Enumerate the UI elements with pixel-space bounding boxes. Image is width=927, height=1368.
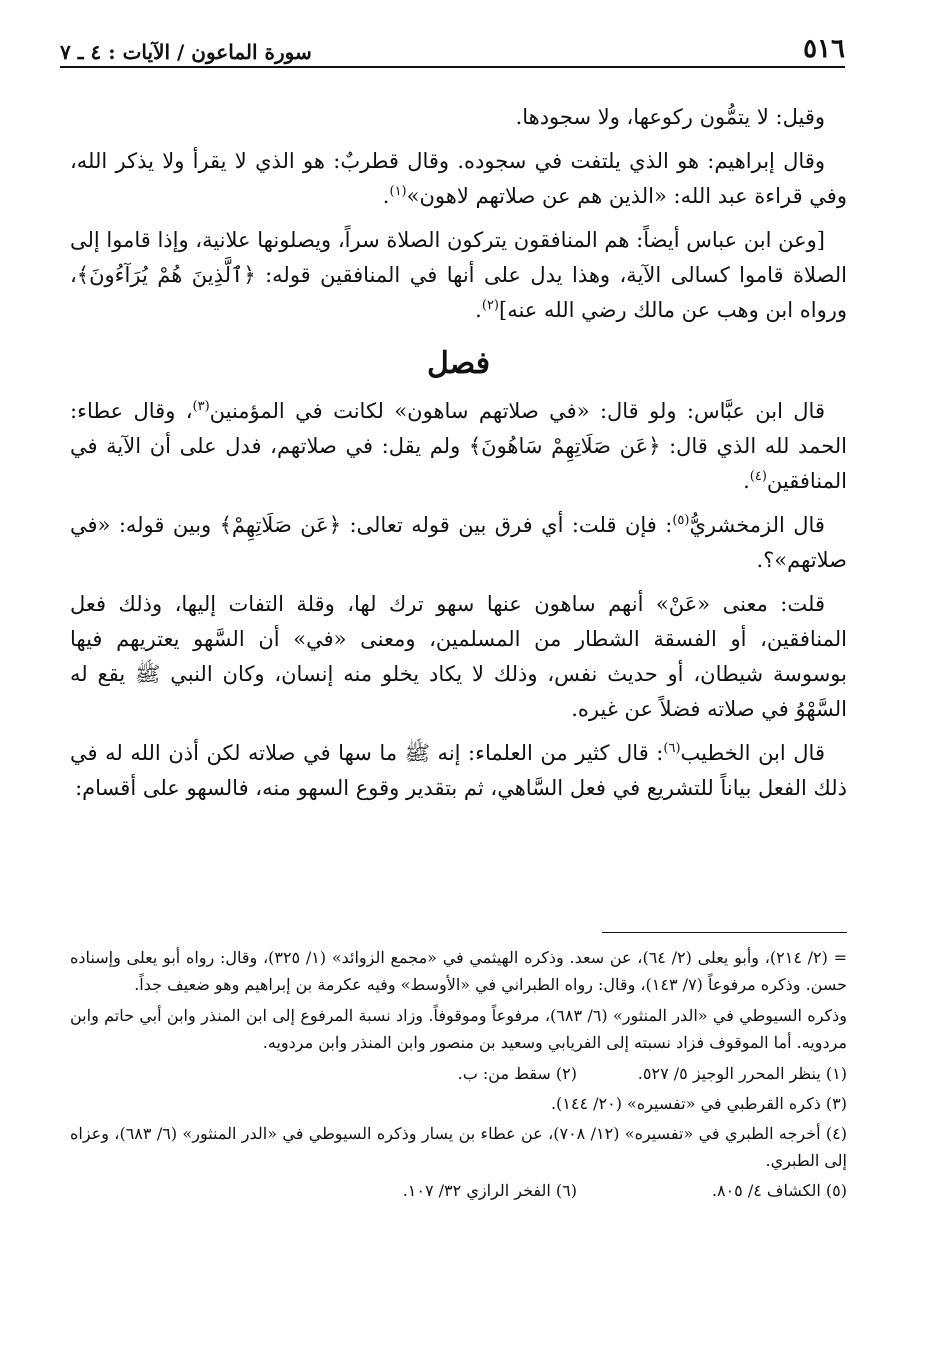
paragraph [70, 394, 847, 499]
footnote-separator [602, 932, 847, 933]
footnote-6: (٦) الفخر الرازي ٣٢/ ١٠٧. [402, 1181, 577, 1200]
running-head: سورة الماعون / الآيات : ٤ ـ ٧ [60, 40, 312, 64]
paragraph [70, 508, 847, 578]
footnote-continuation: وذكره السيوطي في «الدر المنثور» (٦/ ٦٨٣)، مرفوعاً وموقوفاً. وزاد نسبة المرفوع إلى ابن المنذر وابن أبي حاتم وابن مردويه. أما الموقوف فزاد نسبته إلى الفريابي وسعيد بن منصور وابن المنذر وابن مردويه. [70, 1006, 847, 1052]
main-text [70, 100, 847, 815]
paragraph-text: . [743, 469, 750, 493]
paragraph-text: : فإن قلت: أي فرق بين قوله تعالى: ﴿عَن صَلَاتِهِمْ﴾ وبين قوله: «في صلاتهم»؟. [70, 513, 847, 572]
footnote-ref[interactable]: (٤) [749, 469, 767, 484]
footnotes [70, 944, 847, 1207]
paragraph [70, 223, 847, 328]
paragraph [70, 100, 847, 135]
footnote-1: (١) ينظر المحرر الوجيز ٥/ ٥٢٧. [637, 1064, 847, 1083]
paragraph [70, 144, 847, 214]
footnote-ref[interactable]: (١) [389, 184, 407, 199]
footnote-row [70, 1177, 847, 1204]
footnote-continuation: = (٢/ ٢١٤)، وأبو يعلى (٢/ ٦٤)، عن سعد. وذكره الهيثمي في «مجمع الزوائد» (١/ ٣٢٥)، وقال: رواه أبو يعلى وإسناده حسن. وذكره مرفوعاً (٧/ ١٤٣)، وقال: رواه الطبراني في «الأوسط» وفيه عكرمة بن إبراهيم وهو ضعيف جداً. [70, 948, 848, 994]
footnote-ref[interactable]: (٣) [192, 399, 210, 414]
paragraph-text: قال ابن عبَّاس: ولو قال: «في صلاتهم ساهون» لكانت في المؤمنين [209, 399, 825, 423]
paragraph-text: [وعن ابن عباس أيضاً: هم المنافقون يتركون الصلاة سراً، ويصلونها علانية، وإذا قاموا إلى الصلاة قاموا كسالى الآية، وهذا يدل على أنها في المنافقين قوله: ﴿ٱلَّذِينَ هُمْ يُرَآءُونَ﴾، ورواه ابن وهب عن مالك رضي الله عنه] [70, 228, 847, 322]
paragraph-text: قال الزمخشريُّ [689, 513, 825, 537]
footnote-3: (٣) ذكره القرطبي في «تفسيره» (٢٠/ ١٤٤). [550, 1094, 847, 1113]
paragraph-text: وقال إبراهيم: هو الذي يلتفت في سجوده. وقال قطربٌ: هو الذي لا يقرأ ولا يذكر الله، وفي قراءة عبد الله: «الذين هم عن صلاتهم لاهون» [70, 149, 847, 208]
paragraph-text: . [475, 298, 482, 322]
footnote-2: (٢) سقط من: ب. [457, 1064, 577, 1083]
footnote-ref[interactable]: (٦) [663, 741, 681, 756]
footnote-row [70, 1060, 847, 1087]
paragraph-text: قال ابن الخطيب [680, 741, 825, 765]
footnote-ref[interactable]: (٢) [481, 298, 499, 313]
footnote-5: (٥) الكشاف ٤/ ٨٠٥. [711, 1181, 847, 1200]
footnote-4: (٤) أخرجه الطبري في «تفسيره» (١٢/ ٧٠٨)، عن عطاء بن يسار وذكره السيوطي في «الدر المنثور» (٦/ ٦٨٣)، وعزاه إلى الطبري. [70, 1124, 847, 1170]
page-number: ٥١٦ [803, 34, 845, 64]
paragraph [70, 736, 847, 806]
section-title: فصل [426, 346, 491, 381]
footnote-ref[interactable]: (٥) [672, 513, 690, 528]
paragraph-text: ، وقال عطاء: الحمد لله الذي قال: ﴿عَن صَلَاتِهِمْ سَاهُونَ﴾ ولم يقل: في صلاتهم، فدل على أن الآية في المنافقين [70, 399, 847, 493]
page-header [60, 28, 845, 68]
paragraph-text: . [382, 184, 390, 208]
paragraph [70, 587, 847, 727]
paragraph-text: قلت: معنى «عَنْ» أنهم ساهون عنها سهو ترك لها، وقلة التفات إليها، وذلك فعل المنافقين، أو الفسقة الشطار من المسلمين، ومعنى «في» أن السَّهو يعتريهم فيها بوسوسة شيطان، أو حديث نفس، وذلك لا يكاد يخلو منه إنسان، وكان النبي ﷺ يقع له السَّهْوُ في صلاته فضلاً عن غيره. [70, 592, 847, 721]
paragraph-text: : قال كثير من العلماء: إنه ﷺ ما سها في صلاته لكن أذن الله له في ذلك الفعل بياناً للتشريع في فعل السَّاهي، ثم بتقدير وقوع السهو منه، فالسهو على أقسام: [70, 741, 847, 800]
paragraph-text: وقيل: لا يتمُّون ركوعها، ولا سجودها. [515, 105, 825, 129]
